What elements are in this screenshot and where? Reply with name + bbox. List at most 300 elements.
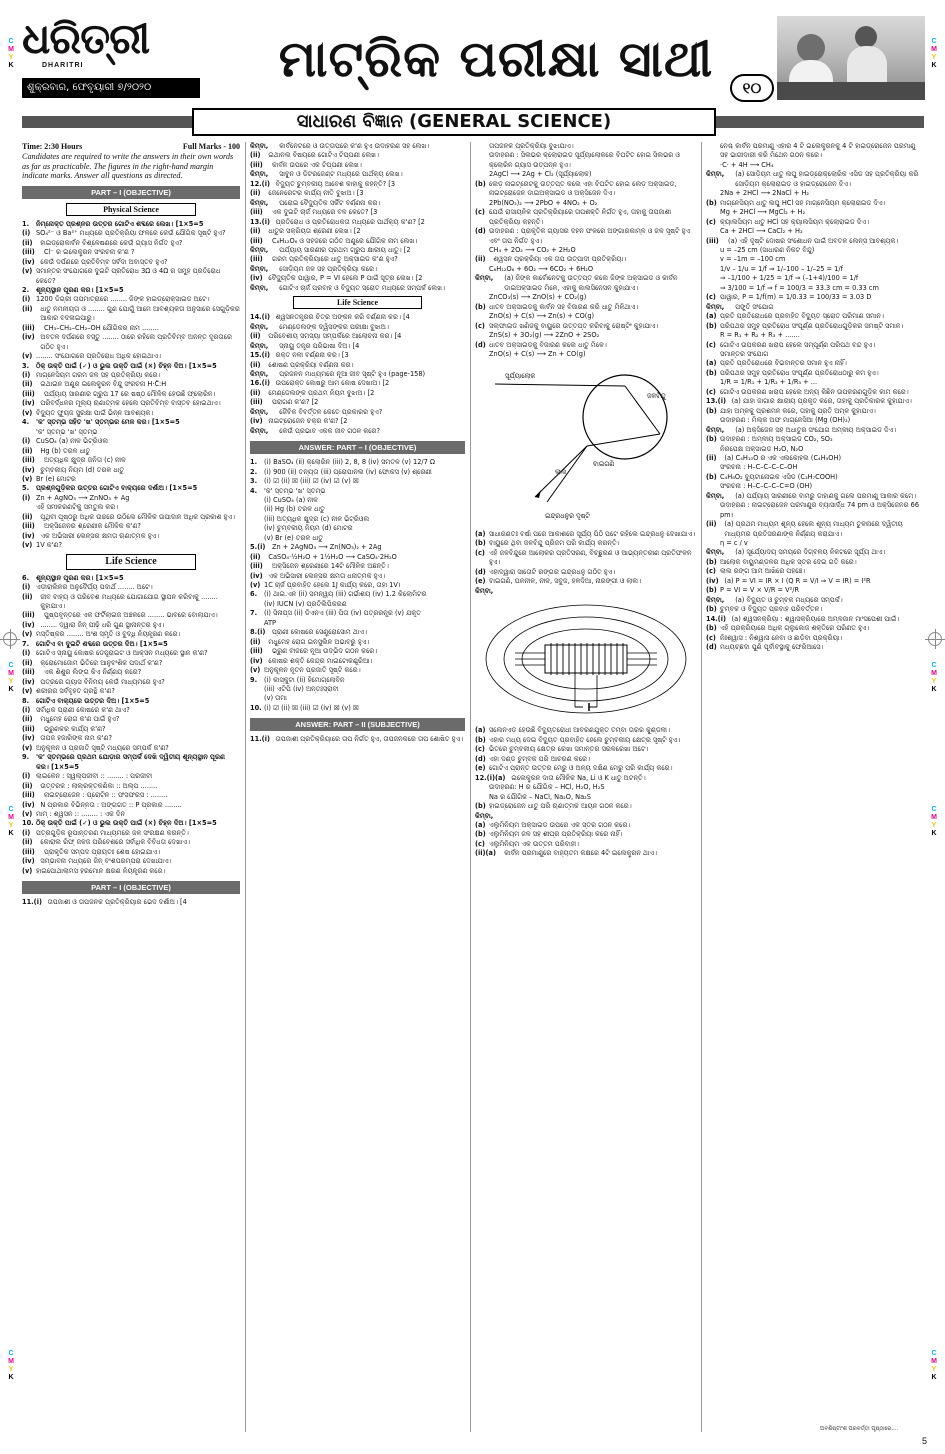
question-row	[250, 609, 465, 618]
question-row	[706, 473, 924, 482]
question-row	[706, 539, 924, 548]
question-number: 12.(i)(a)	[475, 773, 506, 782]
question-text: ଏହି ପ୍ରକ୍ରିୟାରେ ଅଧିକ ଗ୍ଲୁକୋଜ ଶକ୍ତିରେ ପରିଣତ ହୁଏ।	[720, 624, 870, 633]
question-row	[706, 274, 924, 283]
question-number: (iii)	[250, 160, 263, 169]
question-number: (v)	[22, 687, 33, 696]
question-number: (ii)(a)	[475, 849, 497, 858]
question-number: (b)	[475, 302, 486, 311]
question-text: କେଉଁ ଦର୍ପଣରେ ପ୍ରତିବିମ୍ବ ସର୍ବଦା ଅବାସ୍ତବ ହୁଏ?	[40, 257, 168, 266]
question-number: 8.(i)	[250, 628, 266, 637]
question-row	[706, 577, 924, 586]
question-number: 4.	[22, 418, 30, 427]
question-text: Zn + 2AgNO₃ ⟶ Zn(NO₃)₂ + 2Ag	[272, 543, 382, 552]
question-text: ପର୍ଯ୍ୟାୟ ସାରଣୀର ଗ୍ରୁପ 17 ରେ ଷଷ୍ଠ ମୌଳିକ ହେଉଛି ଫ୍ଲୋରିନ।	[44, 389, 216, 398]
logo-subtitle: DHARITRI	[42, 62, 84, 69]
question-number: (v)	[22, 630, 33, 639]
question-row	[250, 496, 465, 505]
question-text: କୋରାଲ ରିଫ୍ ଜଳଜ ପରିବେଶରେ ସର୍ବାଧିକ ବିବିଧତା ଦେଖାଏ।	[40, 838, 190, 847]
question-text: (iv) IUCN (v) ପ୍ରତିଲିପିକରଣ	[264, 599, 347, 608]
question-text: (a) ଅକ୍ସିଜେନ ସହ ଅଧାତୁର ସଂଯୋଗ ଅମ୍ଳୀୟ ଅକ୍ସାଇଡ ଦିଏ।	[735, 425, 897, 434]
question-row	[22, 857, 240, 866]
question-text: Zn + AgNO₃ ⟶ ZnNO₃ + Ag	[36, 493, 130, 502]
question-text: ଗରମ ପ୍ରତିକ୍ରିୟାରେ ଧାତୁ ଅକ୍ସାଇଡ କ'ଣ ହୁଏ?	[272, 255, 398, 264]
crop-mark-right	[928, 632, 942, 646]
question-row	[22, 640, 240, 649]
question-number: (v)	[22, 743, 33, 752]
question-text: η = c / v	[720, 539, 748, 548]
question-number: (c)	[706, 633, 716, 642]
question-row	[22, 838, 240, 847]
question-row	[475, 303, 697, 312]
question-number: (b)	[706, 472, 717, 481]
question-text: ସାଧାରଣତଃ ବର୍ଷା ପରେ ଆକାଶରେ ସୂର୍ଯ୍ୟ ପିଠି ପଟେ ରହିଲେ ଇନ୍ଦ୍ରଧନୁ ଦେଖାଯାଏ।	[489, 529, 696, 538]
answer-list	[475, 530, 697, 596]
banner-rule-left	[22, 116, 192, 128]
question-row	[250, 218, 465, 227]
question-number: (b)	[706, 368, 717, 377]
solenoid-diagram	[475, 599, 697, 719]
question-text: ଉଦାହରଣ : ପ୍ରାକୃତିକ ଗ୍ୟାସର ଦହନ ଫଳରେ ଅଙ୍ଗାରକାମ୍ଳ ଓ ଜଳ ସୃଷ୍ଟି ହୁଏ ଏବଂ ତାପ ନିର୍ଗତ ହୁଏ।	[489, 227, 691, 245]
question-row	[22, 772, 240, 781]
question-row	[706, 643, 924, 652]
question-text: u = –25 cm (ସାଧାରଣ ନିକଟ ବିନ୍ଦୁ)	[720, 245, 815, 254]
question-text: ଏହା ଦଣ୍ଡ ଚୁମ୍ବକ ପରି ଆଚରଣ କରେ।	[489, 754, 590, 763]
question-number: (iii)	[250, 208, 263, 217]
question-row	[22, 630, 240, 639]
students-exam-photo	[777, 16, 925, 100]
question-row	[22, 715, 240, 724]
question-number: (ii)	[22, 380, 33, 389]
question-text: (iii) ଏଟିପି (iv) ଅନ୍ତଃସ୍ରାବୀ	[264, 685, 339, 694]
question-row	[22, 220, 240, 229]
question-number: (iii)	[22, 611, 35, 620]
question-row	[250, 600, 465, 609]
question-text: ଶ୍ୱସନ ପ୍ରକ୍ରିୟା ଏକ ତାପ ଉତ୍ପାଦୀ ପ୍ରତିକ୍ରିୟା।	[493, 255, 627, 264]
question-number: କିମ୍ବା,	[250, 245, 269, 254]
question-text: (iv) ଚୁମ୍ବକୀୟ ନିୟମ (d) ମୋଟର	[264, 524, 353, 533]
question-row	[22, 725, 240, 734]
question-row	[250, 265, 465, 274]
question-row	[475, 274, 697, 293]
question-number: (b)	[706, 435, 717, 444]
question-row	[22, 380, 240, 389]
question-number: କିମ୍ବା,	[250, 170, 269, 179]
question-number: କିମ୍ବା,	[250, 341, 269, 350]
question-text: ଏକ ଅଭିସାରୀ ଲେନ୍ସର କ୍ଷମତା ଧନାତ୍ମକ ହୁଏ।	[268, 571, 386, 580]
question-text: ଇଥାନଲ ବିଷୟରେ ଗୋଟିଏ ଟିପ୍ପଣୀ ଲେଖ।	[268, 151, 379, 160]
question-row	[475, 530, 697, 539]
question-text: ଆଲୋକ ବାୟୁମଣ୍ଡଳର ଅଧିକ ସ୍ତର ଦେଇ ଗତି କରେ।	[720, 557, 857, 566]
question-number: 1.	[250, 458, 258, 467]
question-text: SO₄²⁻ ଓ Ba²⁺ ମଧ୍ୟରେ ପ୍ରତିକ୍ରିୟା ଫଳରେ କେଉଁ ଯୌଗିକ ସୃଷ୍ଟି ହୁଏ?	[36, 229, 226, 238]
question-number: (i)	[22, 437, 31, 446]
question-number: (v)	[22, 352, 33, 361]
question-text: ମାମ୍‌ : ଶ୍ୱସନ :: ........ : ଏକ ଦିନ	[36, 809, 126, 818]
question-number: (c)	[706, 293, 716, 302]
question-text: ପରିପଥର ସମୁହ ପ୍ରତିରୋଧ ସଂପୂର୍ଣ୍ଣ ପ୍ରତିରୋଧଗୁଡ଼ିକର ସମଷ୍ଟି ସମାନ।	[720, 321, 904, 330]
question-number: (b)	[475, 179, 486, 188]
question-text: ସଲେନଏଡ଼ ହେଉଛି ବିଦ୍ୟୁତରୋଧୀ ଆବରଣଯୁକ୍ତ ତମ୍ବା ତାରର କୁଣ୍ଡଳୀ।	[489, 726, 670, 735]
question-text: ⇒ 3/100 = 1/f ⇒ f = 100/3 = 33.3 cm = 0.33 cm	[720, 283, 879, 292]
question-row	[475, 577, 697, 586]
column-divider	[245, 142, 246, 1432]
question-row	[22, 286, 240, 295]
question-number: 9.	[250, 675, 258, 684]
question-text: ହାଇପୋଥାଲାମସ ହରମୋନ କ୍ଷରଣ ନିୟନ୍ତ୍ରଣ କରେ।	[36, 866, 166, 875]
page-title: ମାଟ୍ରିକ ପରୀକ୍ଷା ସାଥୀ	[278, 30, 714, 88]
question-number: 10.	[22, 819, 34, 828]
question-row	[250, 628, 465, 637]
question-number: (c)	[706, 340, 716, 349]
question-row	[475, 849, 697, 858]
question-text: ମାଗ୍ନେସିୟମ ଗରମ ଜଳ ସହ ପ୍ରତିକ୍ରିୟା କରେ।	[36, 371, 161, 380]
question-row	[250, 487, 465, 496]
issue-number-badge: ୧୦	[730, 74, 774, 102]
question-number: (d)	[706, 643, 717, 652]
question-row	[706, 492, 924, 501]
question-row	[22, 295, 240, 304]
question-text: ଉଦାହରଣ : ନାଇଟ୍ରୋଜେନ ପରମାଣୁର ବ୍ୟାସାର୍ଦ୍ଧ 74 pm ଓ ଅକ୍ସିଜେନର 66 pm।	[720, 501, 920, 519]
question-text: କୋଷର ଶକ୍ତି କେନ୍ଦ୍ର ମାଇଟୋକଣ୍ଡ୍ରିଆ।	[268, 656, 373, 665]
question-row	[706, 312, 924, 321]
question-row	[22, 324, 240, 333]
question-text: (a) ଜିଙ୍କ କାର୍ବୋନେଟକୁ ଉତ୍ତପ୍ତ କଲେ ଜିଙ୍କ ଅକ୍ସାଇଡ ଓ କାର୍ବନ ଡାଇଅକ୍ସାଇଡ ମିଳେ, ଏହାକୁ କାଲସିନେସନ କୁହାଯାଏ।	[504, 274, 678, 292]
question-number: 13.(i)	[706, 397, 726, 406]
question-number: (iv)	[22, 465, 35, 474]
question-text: ଅନୁକୂଳନ ଓ ପ୍ରଜାତି ସୃଷ୍ଟି ମଧ୍ୟରେ ସମ୍ପର୍କ କ'ଣ?	[36, 743, 169, 752]
question-row	[250, 657, 465, 666]
question-row	[475, 255, 697, 264]
question-row	[706, 634, 924, 643]
column-4	[706, 142, 924, 1442]
question-row	[22, 428, 240, 437]
question-text: ZnCO₃(s) ⟶ ZnO(s) + CO₂(g)	[489, 293, 587, 302]
question-text: ଜୀବ ବାହ୍ୟ ଓ ପରିବେଶ ମଧ୍ୟରେ ଯୋଗାଯୋଗ ସ୍ଥାପନ କରିବାକୁ ........ କୁହାଯାଏ।	[40, 592, 218, 610]
question-text: (a) ସୂର୍ଯ୍ୟୋଦୟ ସମୟରେ ଦିଗ୍‌ବଳୟ ନିକଟରେ ସୂର୍ଯ୍ୟ ଥାଏ।	[735, 548, 886, 557]
question-number: (ii)	[22, 304, 33, 313]
exam-header	[22, 142, 240, 152]
question-text: (i) ସିନାପ୍ସ (ii) ଡିଏନଏ (iii) ପିତା (iv) ପତ୍ରରନ୍ଧ୍ର (v) ଯକୃତ	[264, 609, 421, 618]
question-number: (e)	[475, 577, 486, 586]
question-row	[475, 764, 697, 773]
question-number: କିମ୍ବା,	[250, 198, 269, 207]
question-number: (b)	[706, 605, 717, 614]
question-text: Na ର ଯୌଗିକ – NaCl, Na₂O, Na₂S	[489, 792, 591, 801]
question-row	[250, 553, 465, 562]
cmyk-mark-top-left: C M Y K	[8, 38, 14, 69]
question-number: (a)	[706, 312, 717, 321]
question-row	[22, 668, 240, 677]
question-row	[706, 605, 924, 614]
question-row	[706, 520, 924, 539]
question-row	[706, 586, 924, 595]
answer-list	[706, 142, 924, 652]
question-number: (v)	[22, 408, 33, 417]
question-text: CaSO₄·½H₂O + 1½H₂O ⟶ CaSO₄·2H₂O	[268, 552, 397, 561]
banner-rule-right	[716, 116, 924, 128]
question-text: ପୃଥିବୀ ପୃଷ୍ଠରୁ ଅଧିକ ଉଚ୍ଚରେ ଉଠିଲେ ମୌଳିକ ଉପାଦାନ ଅଧିକ ପ୍ରକାଶ ହୁଏ।	[40, 512, 235, 521]
question-number: (i)	[22, 583, 31, 592]
question-text: ଏଲୁମିନିୟମ ଜଳ ସହ ଶୀଘ୍ର ପ୍ରତିକ୍ରିୟା କରେ ନାହିଁ।	[489, 830, 623, 839]
question-number: (b)	[706, 586, 717, 595]
question-row	[706, 293, 924, 302]
question-text: ଅନୁକୂଳନ ନୂତନ ପ୍ରଜାତି ସୃଷ୍ଟି କରେ।	[264, 666, 361, 675]
question-text: R = R₁ + R₂ + R₃ + .......	[720, 331, 800, 340]
question-row	[22, 782, 240, 791]
solenoid-field-figure	[475, 599, 697, 722]
question-row	[250, 408, 465, 417]
question-number: (iv)	[706, 576, 719, 585]
question-number: (ii)	[22, 838, 33, 847]
question-row	[250, 735, 465, 744]
question-text: ବୈଦ୍ୟୁତିକ ପାୱାର, P = VI ହେଲେ P ପାଇଁ ସୂତ୍ର ଲେଖ। [2	[268, 274, 423, 283]
question-row	[475, 774, 697, 783]
question-text: ମେଣ୍ଡେଲଙ୍କ ଦ୍ୱିସଙ୍କର ପରୀକ୍ଷା ବୁଝାଅ।	[279, 322, 389, 331]
question-text: ଶରୀରର ସର୍ବବୃହତ ଗ୍ରନ୍ଥି କ'ଣ?	[36, 687, 115, 696]
question-text: ଇଥାଇନ ଅଣୁର ଇଲେକ୍ଟ୍ରନ ବିନ୍ଦୁ ସଂରଚନା H·C̈:H	[40, 380, 167, 389]
rainbow-view-label: ଇନ୍ଦ୍ରଧନୁର ଦୃଷ୍ଟି	[545, 512, 590, 521]
exam-marks: Full Marks - 100	[182, 142, 240, 151]
question-number: (iii)	[22, 389, 35, 398]
question-text: CH₄ + 2O₂ ⟶ CO₂ + 2H₂O	[489, 245, 576, 254]
question-number: 8.	[22, 696, 30, 705]
question-row	[475, 180, 697, 199]
question-text: ନାଇଟ୍ରୋଜେନ : ପ୍ରୋଟିନ :: ଫସଫରସ : ........	[44, 791, 168, 800]
question-number: (iv)	[250, 417, 263, 426]
question-text: ଲେଡ଼ ନାଇଟ୍ରେଟକୁ ଉତ୍ତପ୍ତ କଲେ ଏହା ବିଘଟିତ ହୋଇ ଲେଡ଼ ଅକ୍ସାଇଡ, ନାଇଟ୍ରୋଜେନ ଡାଇଅକ୍ସାଇଡ ଓ ଅକ୍ସିଜେନ ଦିଏ।	[489, 179, 677, 198]
column-3	[475, 142, 697, 1442]
question-number: (a)	[475, 821, 486, 829]
question-text: ତାପଜାଶୀ ପ୍ରତିକ୍ରିୟାରେ ତାପ ନିର୍ଗତ ହୁଏ, ତାପଜନକରେ ତାପ ଶୋଷିତ ହୁଏ।	[275, 735, 464, 744]
question-text: 1C ଚାର୍ଜ ପ୍ରବାହିତ ହେଲେ 1J କାର୍ଯ୍ୟ କରେ, ତାହା 1V।	[264, 581, 401, 590]
question-number: 7.	[250, 609, 258, 618]
question-row	[475, 830, 697, 839]
question-row	[250, 189, 465, 198]
question-number: (iv)	[22, 333, 35, 342]
question-row	[706, 463, 924, 472]
question-text: Br (e) ମୋଟର	[36, 475, 76, 484]
question-row	[706, 246, 924, 255]
column-divider	[470, 142, 471, 1432]
question-text: ଏଡ଼ୀରାଲିନର ଅନୁଦୈର୍ଘ୍ୟ ପଦାର୍ଥ ........ ଅଟେ।	[36, 583, 153, 592]
question-row	[250, 332, 465, 341]
question-text: ଘରୋଇ ବୈଦ୍ୟୁତିକ ସର୍କିଟ ବର୍ଣ୍ଣନା କର।	[279, 198, 381, 207]
question-row	[250, 685, 465, 694]
question-number: (c)	[475, 745, 485, 754]
question-number: (v)	[22, 475, 33, 484]
question-text: ZnO(s) + C(s) ⟶ Zn + CO(g)	[489, 349, 586, 358]
question-number: 2.	[250, 467, 258, 476]
question-number: (ii)	[22, 592, 33, 601]
question-row	[22, 362, 240, 371]
question-text: (a) ବିଦ୍ୟୁତ ଓ ଚୁମ୍ବକ ମଧ୍ୟରେ ସମ୍ପର୍କ।	[735, 595, 843, 604]
question-row	[706, 359, 924, 368]
question-text: ପରାଗଣ କ'ଣ? [2	[272, 398, 319, 407]
question-row	[706, 142, 924, 161]
question-row	[706, 567, 924, 576]
question-number: (ii)	[22, 658, 33, 667]
question-number: 11.(i)	[250, 735, 270, 744]
question-row	[250, 562, 465, 571]
question-text: ମେଣ୍ଡେଲଙ୍କ ପ୍ରଥମ ନିୟମ ବୁଝାଅ। [2	[268, 388, 375, 397]
question-number: (c)	[706, 387, 716, 396]
question-row	[250, 351, 465, 360]
question-number: (i)	[22, 493, 31, 502]
question-list	[250, 313, 465, 436]
question-row	[250, 342, 465, 351]
question-text: ନିଃଶ୍ୱାସ : ନିଶ୍ୱାସ ନେବା ଓ ଛାଡ଼ିବା ପ୍ରକ୍ରିୟା।	[720, 633, 843, 642]
question-row	[22, 819, 240, 828]
question-text: (i) ଥାଇ.ଏନ (ii) ସମନ୍ୱୟ (iii) ଗର୍ଭାଶୟ (iv) 1.2 କିଲୋମିଟର	[264, 590, 427, 599]
question-number: (d)	[475, 567, 486, 576]
question-row	[475, 151, 697, 170]
question-text: 'କ' ସ୍ତମ୍ଭରେ ପ୍ରଥମ ଯୋଡ଼ାର ସମ୍ପର୍କ ଦେଖି ଦ୍ୱିତୀୟ ଶୂନ୍ୟସ୍ଥାନ ପୂରଣ କର। [1×5=5	[36, 753, 225, 771]
question-text: ହାଇଡ୍ରୋକାର୍ବନ ବିଶ୍ଳେଷଣରେ କେଉଁ ଗ୍ୟାସ ନିର୍ଗତ ହୁଏ?	[40, 238, 183, 247]
question-text: (iii) ଅତ୍ୟଧିକ କ୍ଷୁଦ୍ର (c) ନୀଳ ଭିଟ୍ରିଓଲ	[264, 514, 370, 523]
question-text: CH₃–CH₂–CH₂–OH ଯୌଗିକର ନାମ ........	[44, 323, 159, 332]
question-number: (iii)	[250, 562, 263, 571]
question-row	[22, 753, 240, 772]
question-text: ଗୋଟିଏ ବା ଦୁଇଟି ଶବ୍ଦରେ ଉତ୍ତର ଦିଅ। [1×5=5	[36, 639, 168, 648]
question-row	[706, 265, 924, 274]
question-row	[475, 745, 697, 754]
question-text: ଏହି ସମୀକରଣଟିକୁ ସମତୁଲ କର।	[36, 503, 119, 512]
question-number: 14.(i)	[706, 614, 726, 623]
question-number: (iii)	[250, 255, 263, 264]
question-text: ସମାନ୍ତର ସଂଯୋଗରେ ଦୁଇଟି ପ୍ରତିରୋଧ 3Ω ଓ 4Ω ର ସମୁହ ପ୍ରତିରୋଧ କେତେ?	[36, 267, 221, 285]
question-text: ଭ୍ରୁଣ ବୀଜରେ ନୂଆ ଉଦ୍ଭିଦ ଗଠନ କରେ।	[272, 647, 378, 656]
question-text: ଏକ ଅଭିସାରୀ ଲେନ୍ସର କ୍ଷମତା ଋଣାତ୍ମକ ହୁଏ।	[40, 531, 160, 540]
question-number: (ii)	[250, 189, 261, 198]
question-text: ମଧୁମେହ ରୋଗ ଇନସୁଲିନ ଅଭାବରୁ ହୁଏ।	[268, 637, 370, 646]
question-text: ଅକ୍ସିଜେନର ଶ୍ରେଣୀକ ମୌଳିକ କ'ଣ?	[44, 522, 141, 531]
question-number: (d)	[475, 754, 486, 763]
question-number: (ii)	[22, 446, 33, 455]
question-row	[475, 312, 697, 321]
question-text: (i) CuSO₄ (a) ନୀଳ	[264, 495, 318, 504]
answer-list	[250, 458, 465, 713]
question-number: କିମ୍ବା,	[475, 274, 494, 283]
question-text: ପରିବେଶୀୟ ସମସ୍ୟା ସମ୍ପର୍କରେ ଆଲୋଚନା କର। [4	[268, 332, 402, 341]
question-row	[250, 515, 465, 524]
question-number: (i)	[22, 371, 31, 380]
question-row	[250, 572, 465, 581]
question-row	[250, 370, 465, 379]
question-text: ପ୍ରଶ୍ନଗୁଡ଼ିକର ଉତ୍ତର ଗୋଟିଏ ବାକ୍ୟରେ ଦର୍ଶାଅ। [1×5=5	[36, 484, 198, 493]
question-text: ସମାନ୍ତର ସଂଯୋଗ	[720, 349, 769, 358]
question-number: 14.(i)	[250, 313, 270, 322]
subject-banner: ସାଧାରଣ ବିଜ୍ଞାନ (GENERAL SCIENCE)	[192, 108, 716, 136]
question-text: (a) ଯାହା ଜାଗାର କ୍ଷାରୀୟ ପ୍ରକୃତ କରେ, ତାହାକୁ ପ୍ରତିକାରକ କୁହାଯାଏ।	[731, 397, 912, 406]
question-text: ଜେନେରେଟର କାର୍ଯ୍ୟ ନୀତି ବୁଝାଅ। [3	[268, 189, 364, 198]
question-text: v = –1m = –100 cm	[720, 255, 786, 264]
question-number: (iv)	[22, 620, 35, 629]
question-number: (ii)	[22, 715, 33, 724]
question-text: ମସ୍ତିଷ୍କର ........ ଅଂଶ ସ୍ମୃତି ଓ ବୁଦ୍ଧି ନିୟନ୍ତ୍ରଣ କରେ।	[36, 630, 181, 639]
question-text: (i) ☑ (ii) ☒ (iii) ☑ (iv) ☑ (v) ☒	[264, 477, 359, 486]
question-text: (a) ଶ୍ୱସନକ୍ରିୟା : ଶ୍ୱାସକ୍ରିୟାରେ ଅମ୍ଳଜାନ ମାଂସପେଶୀ ପାଇଁ।	[731, 614, 900, 623]
question-row	[250, 199, 465, 208]
question-row	[706, 284, 924, 293]
question-row	[475, 783, 697, 792]
question-row	[22, 593, 240, 612]
question-text: (a) ଏହି ଦୃଷ୍ଟି ଦୋଷର ସଂଶୋଧନ ପାଇଁ ଅବତଳ ଲେନ୍ସ ଆବଶ୍ୟକ।	[728, 236, 899, 245]
question-row	[475, 539, 697, 548]
question-row	[22, 532, 240, 541]
violet-label: ବାଇଗଣି	[593, 460, 615, 469]
question-row	[706, 596, 924, 605]
question-number: (iv)	[22, 257, 35, 266]
question-text: ଧାତୁର ସକ୍ରିୟତା ଶ୍ରେଣୀ ଲେଖ। [2	[268, 227, 361, 236]
question-row	[706, 189, 924, 198]
question-number: (iv)	[22, 800, 35, 809]
question-row	[706, 397, 924, 406]
question-row	[706, 378, 924, 387]
question-row	[706, 445, 924, 454]
question-text: 2AgCl ⟶ 2Ag + Cl₂ (ସୂର୍ଯ୍ୟାଲୋକ)	[489, 170, 592, 179]
question-list	[250, 142, 465, 293]
question-row	[250, 524, 465, 533]
question-text: ଧାତୁ ନମନୀୟତା ଓ ........ ଗୁଣ ଯୋଗୁଁ ଆମେ ଆବଶ୍ୟକତା ଅନୁସାରେ ସେଗୁଡ଼ିକର ଆକାର ବଦଳାଇପାରୁ।	[40, 304, 240, 323]
question-number: (v)	[250, 581, 261, 590]
question-row	[22, 305, 240, 324]
question-row	[250, 590, 465, 599]
question-text: କାର୍ବନେଟରେ ଓ ଉତ୍ତାପରେ କ'ଣ ହୁଏ ଉଦାହରଣ ସହ ଲେଖ।	[279, 142, 430, 150]
question-text: ଏହି ଜଳବିନ୍ଦୁରେ ଆଲୋକର ପ୍ରତିସରଣ, ବିଚ୍ଛୁରଣ ଓ ଆଭ୍ୟନ୍ତରୀଣ ପ୍ରତିଫଳନ ହୁଏ।	[489, 548, 692, 567]
question-text: ଉଦାହରଣ : ମିଲ୍କ ଅଫ ମାଗ୍ନେସିଆ (Mg (OH)₂)	[720, 416, 851, 425]
question-text: ବିଦ୍ୟୁତ ଚୁମ୍ବକୀୟ ଆବେଶ କାହାକୁ କହନ୍ତି? [3	[275, 179, 396, 188]
physical-science-heading: Physical Science	[66, 203, 197, 216]
question-list	[22, 574, 240, 877]
question-row	[706, 501, 924, 520]
question-number: (c)	[706, 217, 716, 226]
question-number: 3.	[250, 477, 258, 486]
question-row	[22, 456, 240, 465]
question-row	[706, 255, 924, 264]
red-label: ଲାଲ	[555, 468, 567, 477]
question-text: ପଙ୍କ୍ତି ସଂଯୋଗ	[735, 302, 774, 311]
question-number: (iv)	[22, 734, 35, 743]
question-row	[475, 736, 697, 745]
question-number: (ii)	[250, 227, 261, 236]
question-row	[475, 293, 697, 302]
question-text: ପର୍ଯ୍ୟାୟ ସାରଣୀର ପ୍ରଥମ ଗ୍ରୁପ କ୍ଷାରୀୟ ଧାତୁ। [2	[279, 245, 411, 254]
question-number: 13.(i)	[250, 217, 270, 226]
question-row	[250, 458, 465, 467]
question-text: ଭ୍ରୁଣକର କାର୍ଯ୍ୟ କ'ଣ?	[44, 724, 106, 733]
question-number: 9.	[22, 753, 30, 762]
question-row	[706, 161, 924, 170]
question-text: ପରିପଥର ସମୁହ ପ୍ରତିରୋଧ ସଂପୂର୍ଣ୍ଣ ପ୍ରତିରୋଧଠାରୁ କମ ହୁଏ।	[720, 368, 879, 377]
question-number: କିମ୍ବା,	[250, 322, 269, 331]
part-1-heading-repeat: PART – I (OBJECTIVE)	[22, 881, 240, 894]
question-row	[250, 274, 465, 283]
question-text: ପତ୍ରଗୁଡ଼ିକ ରୂପାନ୍ତରଣ ମାଧ୍ୟମରେ ଜଳ ସଂରକ୍ଷଣ କରନ୍ତି।	[36, 828, 189, 837]
question-text: (a) ସୋଡ଼ିୟମ ଧାତୁ ଲଘୁ ହାଇଡ୍ରୋକ୍ଲୋରିକ ଏସିଡ ସହ ପ୍ରତିକ୍ରିୟା କରି ସୋଡ଼ିୟମ କ୍ଲୋରାଇଡ ଓ ହାଇଡ୍ରୋଜେନ ଦିଏ।	[735, 170, 919, 188]
question-number: (i)	[22, 828, 31, 837]
question-number: (c)	[475, 321, 485, 330]
question-text: କ୍ୟାଲସିୟମ ଧାତୁ HCl ସହ କ୍ୟାଲସିୟମ କ୍ଲୋରାଇଡ ଦିଏ।	[720, 217, 870, 226]
question-row	[22, 418, 240, 427]
question-text: Ca + 2HCl ⟶ CaCl₂ + H₂	[720, 227, 803, 236]
question-row	[475, 331, 697, 340]
question-row	[706, 482, 924, 491]
question-row	[706, 548, 924, 557]
question-text: ନାଇଟ୍ରୋଜେନ ଚକ୍ର କ'ଣ? [2	[268, 417, 348, 426]
question-number: (iii)	[250, 647, 263, 656]
question-row	[475, 802, 697, 811]
